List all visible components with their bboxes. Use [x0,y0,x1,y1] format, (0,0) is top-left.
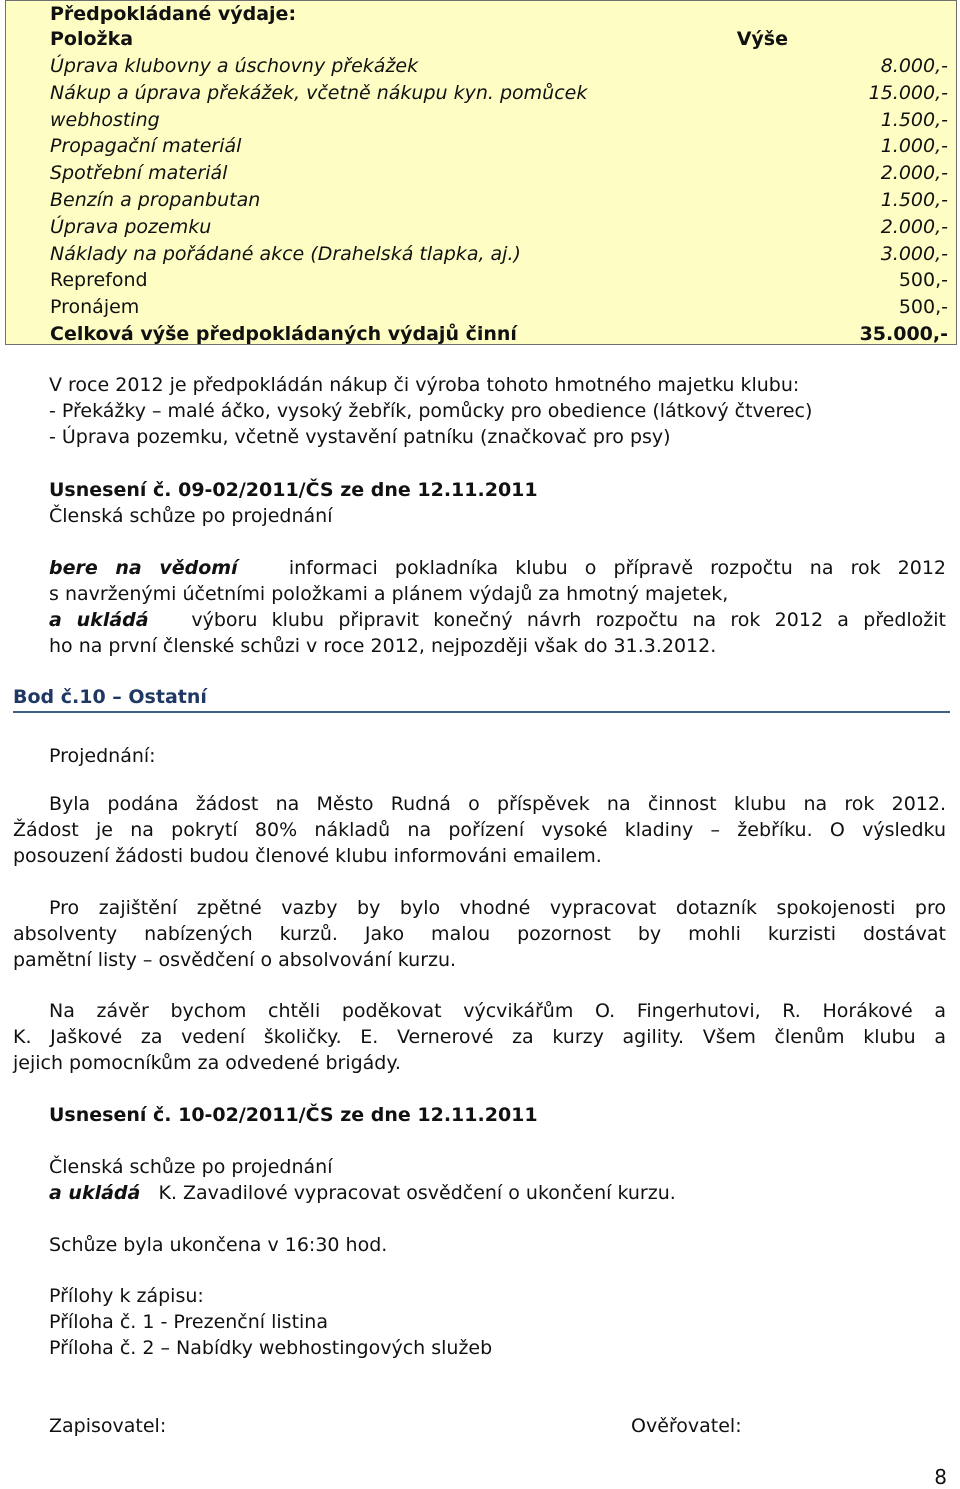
budget-table [5,0,957,345]
resolution-text-line: a ukládá výboru klubu připravit konečný návrh rozpočtu na rok 2012 a předložit [49,609,947,631]
budget-row [50,80,948,107]
budget-row [50,267,948,294]
budget-item-amount: 3.000,- [880,242,948,265]
budget-item-label: Benzín a propanbutan [50,189,261,211]
budget-item-label: webhosting [50,108,160,131]
resolution-verb: bere na vědomí [49,557,238,579]
plan-item: - Překážky – malé áčko, vysoký žebřík, pomůcky pro obedience (látkový čtverec) [49,400,813,422]
resolution-verb: a ukládá [49,1182,141,1204]
budget-item-label: Úprava klubovny a úschovny překážek [50,55,419,77]
paragraph-line: pamětní listy – osvědčení o absolvování kurzu. [13,949,457,971]
section-heading: Bod č.10 – Ostatní [13,683,950,713]
budget-title: Předpokládané výdaje: [50,3,297,25]
paragraph-line: posouzení žádosti budou členové klubu informováni emailem. [13,845,602,867]
attachment-item: Příloha č. 2 – Nabídky webhostingových služeb [49,1337,493,1359]
budget-item-amount: 1.500,- [880,189,948,211]
budget-row [50,107,948,134]
paragraph-line: Na závěr bychom chtěli poděkovat výcvikářům O. Fingerhutovi, R. Horákové a [49,1000,946,1022]
attachment-item: Příloha č. 1 - Prezenční listina [49,1311,328,1333]
budget-row [50,160,948,187]
budget-item-amount: 1.000,- [880,135,948,158]
budget-item-amount: 8.000,- [880,55,948,77]
budget-row [50,241,948,268]
recorder-label: Zapisovatel: [49,1415,167,1437]
budget-row [50,214,948,241]
budget-row [50,187,948,214]
budget-total-row [50,321,948,348]
budget-item-label: Spotřební materiál [50,162,228,185]
resolution-text-line: ho na první členské schůzi v roce 2012, nejpozději však do 31.3.2012. [49,635,717,657]
total-label: Celková výše předpokládaných výdajů činní [50,323,517,345]
budget-item-amount: 500,- [898,269,948,292]
budget-item-label: Reprefond [50,269,148,292]
meeting-end: Schůze byla ukončena v 16:30 hod. [49,1234,388,1256]
budget-item-label: Propagační materiál [50,135,242,158]
paragraph-line: K. Jaškové za vedení školičky. E. Vernerové za kurzy agility. Všem členům klubu a [13,1026,946,1048]
paragraph-line: Pro zajištění zpětné vazby by bylo vhodné vypracovat dotazník spokojenosti pro [49,897,946,919]
page-number: 8 [934,1465,947,1489]
verifier-label: Ověřovatel: [631,1415,742,1437]
resolution-subtitle: Členská schůze po projednání [49,1156,333,1178]
paragraph-line: absolventy nabízených kurzů. Jako malou pozornost by mohli kurzisti dostávat [13,923,946,945]
column-header-item: Položka [50,28,134,50]
resolution-text-line: bere na vědomí informaci pokladníka klubu o přípravě rozpočtu na rok 2012 [49,557,947,579]
budget-item-label: Pronájem [50,296,140,319]
budget-row [50,294,948,321]
budget-item-label: Náklady na pořádané akce (Drahelská tlapka, aj.) [50,242,521,265]
column-header-amount: Výše [736,28,788,50]
resolution-verb: a ukládá [49,609,149,631]
budget-title-row [50,1,948,28]
plan-intro: V roce 2012 je předpokládán nákup či výroba tohoto hmotného majetku klubu: [49,374,800,396]
projednani-label: Projednání: [49,745,156,767]
resolution-text-line: s navrženými účetními položkami a plánem výdajů za hmotný majetek, [49,583,729,605]
resolution-title: Usnesení č. 09-02/2011/ČS ze dne 12.11.2011 [49,479,538,501]
budget-item-amount: 500,- [898,296,948,319]
budget-item-amount: 1.500,- [880,108,948,131]
resolution-subtitle: Členská schůze po projednání [49,505,333,527]
total-amount: 35.000,- [859,323,948,345]
budget-item-label: Úprava pozemku [50,215,212,238]
plan-item: - Úprava pozemku, včetně vystavění patníku (značkovač pro psy) [49,426,671,448]
resolution-text-line: a ukládá K. Zavadilové vypracovat osvědčení o ukončení kurzu. [49,1182,676,1204]
attachments-title: Přílohy k zápisu: [49,1285,204,1307]
budget-item-amount: 15.000,- [868,81,948,104]
budget-item-amount: 2.000,- [880,162,948,185]
paragraph-line: jejich pomocníkům za odvedené brigády. [13,1052,401,1074]
budget-header-row [50,26,948,53]
budget-row [50,133,948,160]
budget-row [50,53,948,80]
budget-item-amount: 2.000,- [880,215,948,238]
budget-item-label: Nákup a úprava překážek, včetně nákupu kyn. pomůcek [50,81,588,104]
resolution-title: Usnesení č. 10-02/2011/ČS ze dne 12.11.2011 [49,1104,538,1126]
paragraph-line: Žádost je na pokrytí 80% nákladů na pořízení vysoké kladiny – žebříku. O výsledku [13,819,946,841]
paragraph-line: Byla podána žádost na Město Rudná o příspěvek na činnost klubu na rok 2012. [49,793,946,815]
